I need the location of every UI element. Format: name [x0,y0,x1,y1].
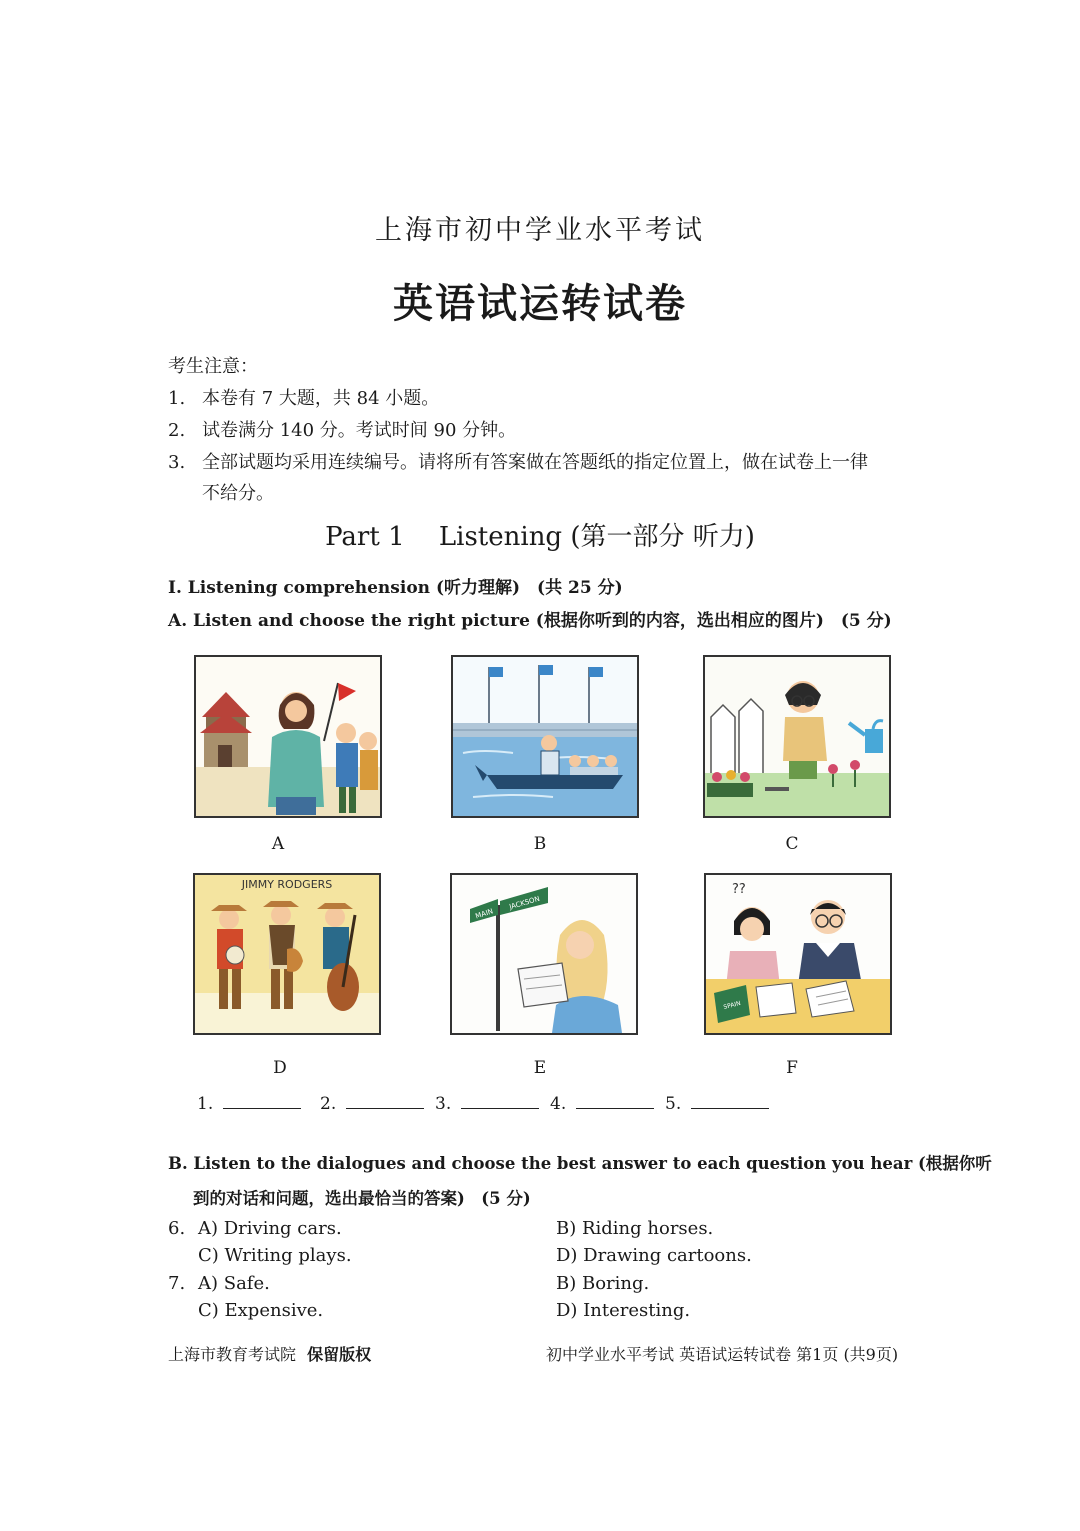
picture-d [193,873,381,1035]
answer-number: 4. [550,1094,567,1114]
picture-label-c: C [785,834,799,854]
picture-c [703,655,891,818]
notice-item-text: 本卷有 7 大题，共 84 小题。 [202,388,440,409]
notice-item [168,384,439,410]
notice-item-number: 1. [168,388,186,409]
answer-number: 5. [665,1094,682,1114]
option-6c[interactable]: C) Writing plays. [198,1245,352,1266]
picture-label-a: A [271,834,285,854]
band-banner-text: JIMMY RODGERS [241,878,333,891]
picture-label-b: B [533,834,547,854]
studying-students-illustration [706,875,890,1033]
footer-rights: 保留版权 [307,1345,372,1364]
part-heading: Part 1 Listening (第一部分 听力) [325,522,755,552]
option-7a[interactable]: A) Safe. [198,1273,270,1294]
option-7c[interactable]: C) Expensive. [198,1300,324,1321]
footer-page-info: 初中学业水平考试 英语试运转试卷 第1页 (共9页) [546,1345,899,1364]
answer-blank-4[interactable] [550,1092,654,1114]
answer-blank-5[interactable] [665,1092,769,1114]
question-number: 6. [168,1218,186,1239]
notice-item-text: 全部试题均采用连续编号。请将所有答案做在答题纸的指定位置上，做在试卷上一律 [202,452,868,473]
picture-f [704,873,892,1035]
section-b-instruction: B. Listen to the dialogues and choose the best answer to each question you hear (根据你听 [168,1154,992,1173]
answer-line[interactable] [576,1092,654,1109]
dragon-boat-illustration [453,657,637,816]
footer-org: 上海市教育考试院 [168,1345,297,1364]
answer-number: 2. [320,1094,337,1114]
street-sign-illustration [452,875,636,1033]
section-b-instruction-continuation: 到的对话和问题，选出最恰当的答案) (5 分) [193,1189,531,1208]
option-7d[interactable]: D) Interesting. [556,1300,691,1321]
answer-blank-2[interactable] [320,1092,424,1114]
option-6b[interactable]: B) Riding horses. [556,1218,714,1239]
answer-line[interactable] [223,1092,301,1109]
option-7b[interactable]: B) Boring. [556,1273,650,1294]
answer-blank-3[interactable] [435,1092,539,1114]
notice-item-number: 3. [168,452,186,473]
section-heading-listening: I. Listening comprehension (听力理解) (共 25 分) [168,578,623,598]
picture-a [194,655,382,818]
answer-number: 1. [197,1094,214,1114]
question-marks: ?? [732,882,746,897]
notice-item [168,448,868,474]
street-sign-jackson: JACKSON [508,894,541,912]
notice-item-continuation: 不给分。 [202,483,274,504]
picture-b [451,655,639,818]
notice-item-text: 试卷满分 140 分。考试时间 90 分钟。 [202,420,517,441]
notice-item-number: 2. [168,420,186,441]
footer-left [168,1342,371,1365]
section-a-instruction: A. Listen and choose the right picture (根据你听到的内容，选出相应的图片) (5 分) [168,611,892,631]
answer-line[interactable] [346,1092,424,1109]
picture-label-f: F [786,1058,798,1078]
answer-number: 3. [435,1094,452,1114]
answer-line[interactable] [461,1092,539,1109]
notice-item [168,416,516,442]
option-6d[interactable]: D) Drawing cartoons. [556,1245,752,1266]
exam-subtitle: 上海市初中学业水平考试 [375,215,705,246]
picture-e [450,873,638,1035]
picture-label-e: E [533,1058,547,1078]
country-band-illustration [195,875,379,1033]
notice-heading: 考生注意： [168,356,258,377]
answer-line[interactable] [691,1092,769,1109]
street-sign-main: MAIN [474,907,495,921]
book-title-spain: SPAIN [722,999,742,1011]
tour-guide-illustration [196,657,380,816]
picture-label-d: D [273,1058,287,1078]
question-number: 7. [168,1273,186,1294]
answer-blank-1[interactable] [197,1092,301,1114]
exam-title: 英语试运转试卷 [393,281,687,327]
option-6a[interactable]: A) Driving cars. [198,1218,342,1239]
gardening-illustration [705,657,889,816]
